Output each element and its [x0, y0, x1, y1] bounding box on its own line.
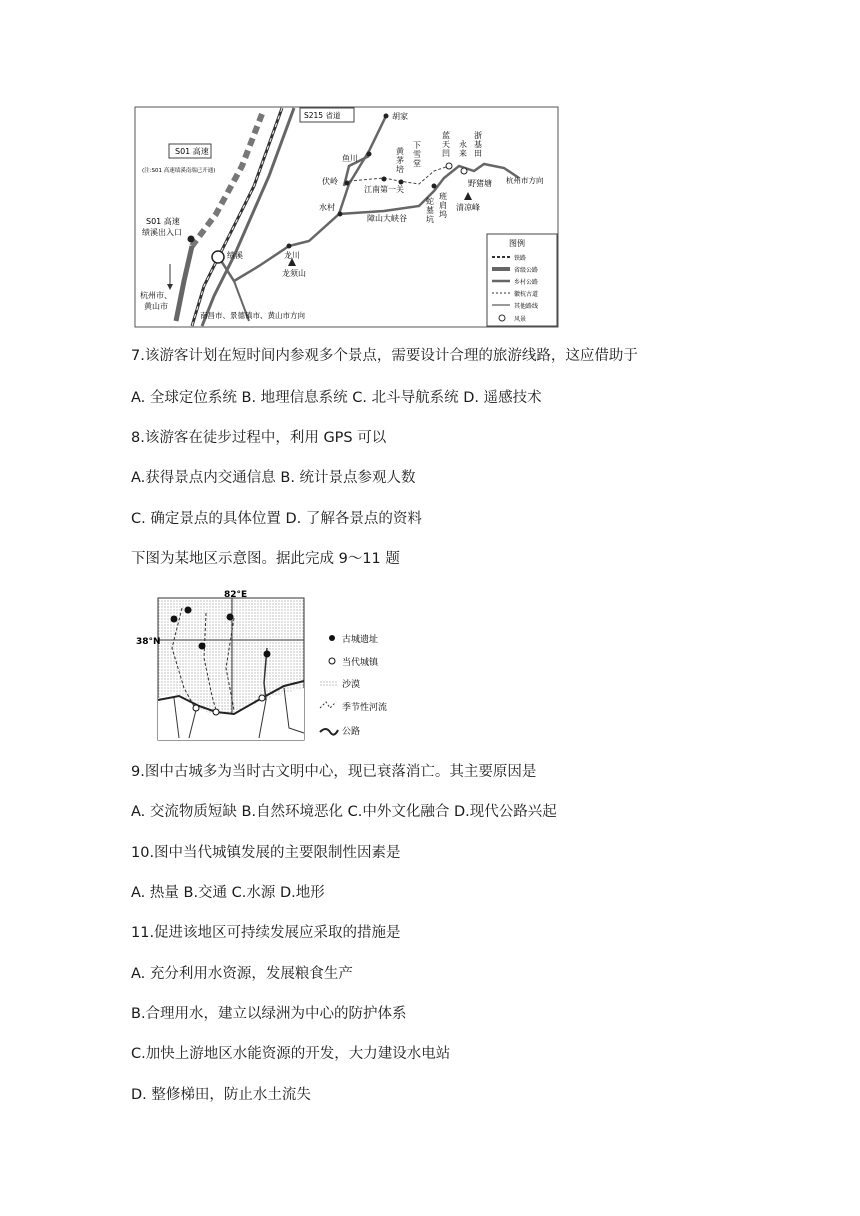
- huangmaopei-1: 黄: [396, 147, 404, 156]
- legend-village: 乡村公路: [514, 279, 539, 286]
- legend-railway: 铁路: [514, 255, 527, 262]
- longitude-label: 82°E: [224, 590, 248, 600]
- landamen-2: 天: [442, 140, 450, 149]
- question-9-options: A. 交流物质短缺 B.自然环境恶化 C.中外文化融合 D.现代公路兴起: [131, 804, 557, 820]
- legend-road: 公路: [342, 727, 361, 737]
- zheji-2: 基: [474, 140, 482, 149]
- region-map: [134, 588, 394, 743]
- yonglai-1: 永: [459, 140, 467, 149]
- longchuan-label: 龙川: [284, 251, 300, 260]
- sheyukeng-2: 墓: [426, 206, 434, 215]
- question-10-options: A. 热量 B.交通 C.水源 D.地形: [131, 885, 325, 901]
- legend-ancient-site: 古城遗址: [342, 635, 379, 645]
- yezhutang-label: 野猪塘: [468, 179, 492, 188]
- route-map-figure: [134, 106, 559, 328]
- route-map: [134, 106, 559, 328]
- question-7: 7.该游客计划在短时间内参观多个景点，需要设计合理的旅游线路，这应借助于: [131, 348, 638, 364]
- s215-label: S215 省道: [304, 111, 341, 120]
- landamen-1: 蓝: [442, 131, 450, 140]
- banjianwu-2: 肩: [439, 201, 447, 210]
- legend-scenic: 风景: [514, 316, 527, 323]
- jiangnan-label: 江南第一关: [364, 185, 404, 194]
- question-11-option-b: B.合理用水，建立以绿洲为中心的防护体系: [131, 1006, 407, 1022]
- zheji-1: 浙: [474, 131, 482, 140]
- shuicun-label: 水村: [319, 203, 335, 212]
- banjianwu-3: 坞: [439, 210, 447, 219]
- hz-hs-line2: 黄山市: [144, 302, 168, 311]
- s01-exit-line2: 绩溪出入口: [142, 228, 182, 237]
- yuchuan-label: 鱼川: [342, 154, 358, 163]
- question-11-option-d: D. 整修梯田，防止水土流失: [131, 1087, 311, 1103]
- region-map-figure: [134, 588, 394, 743]
- question-11-option-a: A. 充分利用水资源，发展粮食生产: [131, 966, 353, 982]
- question-8-options-2: C. 确定景点的具体位置 D. 了解各景点的资料: [131, 511, 422, 527]
- banjianwu-1: 班: [439, 192, 447, 201]
- legend-ancient-trail: 徽杭古道: [514, 291, 539, 298]
- s01-exit-line1: S01 高速: [146, 217, 180, 226]
- sheyukeng-1: 蛇: [426, 197, 434, 206]
- huangmaopei-2: 茅: [396, 156, 404, 165]
- legend-title: 图例: [509, 239, 525, 248]
- jixi-label: 绩溪: [227, 251, 243, 260]
- question-7-options: A. 全球定位系统 B. 地理信息系统 C. 北斗导航系统 D. 遥感技术: [131, 390, 542, 406]
- landamen-3: 凹: [442, 149, 450, 158]
- yonglai-2: 来: [459, 149, 467, 158]
- zheji-3: 田: [474, 149, 482, 158]
- question-8: 8.该游客在徒步过程中，利用 GPS 可以: [131, 430, 387, 446]
- sheyukeng-3: 坑: [426, 215, 434, 224]
- question-10: 10.图中当代城镇发展的主要限制性因素是: [131, 845, 401, 861]
- bottom-direction: 南昌市、景德镇市、黄山市方向: [200, 311, 305, 320]
- s01-title: S01 高速: [175, 147, 209, 156]
- legend-seasonal-river: 季节性河流: [342, 703, 388, 713]
- huangmaopei-3: 培: [396, 165, 404, 174]
- longxushan-label: 龙须山: [282, 269, 306, 278]
- hz-hs-line1: 杭州市、: [140, 291, 172, 300]
- xiaxuetang-3: 堂: [413, 159, 421, 168]
- question-8-options-1: A.获得景点内交通信息 B. 统计景点参观人数: [131, 470, 416, 486]
- intro-9-11: 下图为某地区示意图。据此完成 9～11 题: [131, 551, 400, 567]
- legend-other: 其他路线: [514, 303, 539, 310]
- latitude-label: 38°N: [136, 637, 161, 647]
- legend-modern-town: 当代城镇: [342, 658, 379, 668]
- qingliangfeng-label: 清凉峰: [456, 203, 480, 212]
- legend-provincial: 省级公路: [514, 267, 539, 274]
- xiaxuetang-2: 雪: [413, 150, 421, 159]
- s01-note: (注:S01 高速绩溪南端已开通): [142, 168, 216, 174]
- question-11-option-c: C.加快上游地区水能资源的开发，大力建设水电站: [131, 1046, 451, 1062]
- question-9: 9.图中古城多为当时古文明中心，现已衰落消亡。其主要原因是: [131, 764, 537, 780]
- hujia-label: 胡家: [392, 112, 408, 121]
- question-11: 11.促进该地区可持续发展应采取的措施是: [131, 925, 401, 941]
- xiaxuetang-1: 下: [413, 141, 421, 150]
- legend-desert: 沙漠: [342, 680, 361, 690]
- hangzhou-direction: 杭州市方向: [506, 176, 544, 185]
- fuling-label: 伏岭: [322, 177, 338, 186]
- zhangshan-label: 障山大峡谷: [367, 214, 407, 223]
